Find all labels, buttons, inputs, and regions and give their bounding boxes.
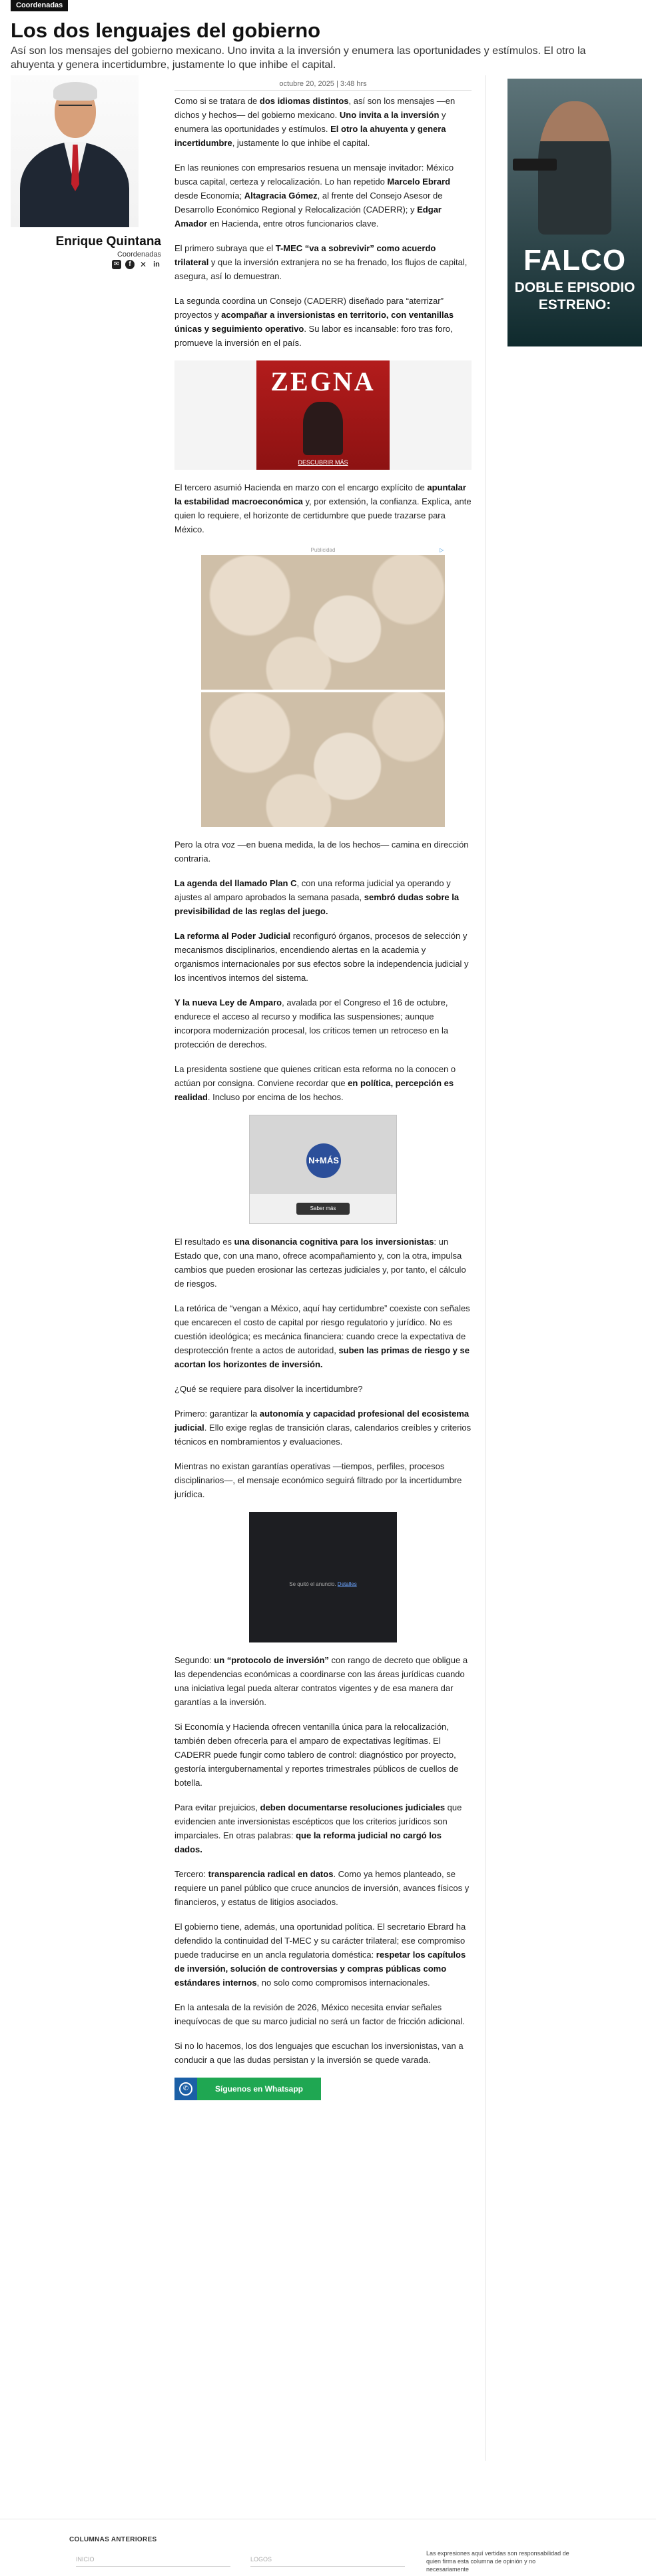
ad-zegna-cta[interactable]: DESCUBRIR MÁS bbox=[298, 459, 348, 466]
ad-nmas[interactable] bbox=[174, 1115, 472, 1224]
ad-falco-line2: ESTRENO: bbox=[538, 297, 611, 313]
ad-removed-message: Se quitó el anuncio. Detalles bbox=[289, 1581, 357, 1587]
ad-nmas-button[interactable]: Saber más bbox=[296, 1203, 350, 1215]
ad-choices-icon[interactable]: ▷ bbox=[440, 547, 444, 553]
paragraph: Tercero: transparencia radical en datos. Como ya hemos planteado, se requiere un panel público que cruce anuncios de inversión, avances físicos y financieros, y estatus de litigios asociados. bbox=[174, 1869, 470, 1907]
ad-falco[interactable] bbox=[507, 79, 642, 346]
ad-removed[interactable] bbox=[174, 1512, 472, 1642]
publish-date: octubre 20, 2025 | 3:48 hrs bbox=[279, 80, 367, 88]
previous-columns-filter[interactable]: LOGOS bbox=[250, 2553, 405, 2567]
paragraph: La retórica de “vengan a México, aquí hay certidumbre” coexiste con señales que encarecen el costo de capital por riesgo regulatorio y jurídico. No es cuestión ideológica; es mecánica financiera: cuando crece la expectativa de desprotección frente a actos de autoridad, suben las primas de riesgo y se acortan los horizontes de inversión. bbox=[174, 1303, 470, 1369]
paragraph: La presidenta sostiene que quienes critican esta reforma no la conocen o actúan por consigna. Conviene recordar que en política, percepción es realidad. Incluso por encima de los hechos. bbox=[174, 1064, 456, 1102]
paragraph: En la antesala de la revisión de 2026, México necesita enviar señales inequívocas de que su marco judicial no será un factor de fricción adicional. bbox=[174, 2002, 465, 2026]
section-tag[interactable]: Coordenadas bbox=[11, 0, 68, 11]
whatsapp-icon: ✆ bbox=[179, 2082, 192, 2096]
ad-removed-frame[interactable] bbox=[249, 1512, 397, 1642]
ad-zegna-model bbox=[303, 402, 343, 455]
author-photo[interactable] bbox=[11, 75, 139, 227]
whatsapp-label: Síguenos en Whatsapp bbox=[214, 2084, 303, 2094]
ad-nmas-logo: N+MÁS bbox=[306, 1143, 341, 1178]
mail-icon[interactable]: ✉ bbox=[112, 260, 121, 269]
paragraph: Primero: garantizar la autonomía y capacidad profesional del ecosistema judicial. Ello exige reglas de transición claras, calendarios creíbles y criterios técnicos en nombramientos y evaluaciones. bbox=[174, 1409, 472, 1447]
x-icon[interactable]: ✕ bbox=[139, 260, 147, 269]
paragraph: En las reuniones con empresarios resuena un mensaje invitador: México busca capital, certeza y relocalización. Lo han repetido Marcelo Ebrard desde Economía; Altagracia Gómez, al frente del Consejo Asesor de Desarrollo Económico Regional y Relocalización (CADERR); y Edgar Amador en Hacienda, entre otros funcionarios clave. bbox=[174, 163, 454, 229]
paragraph: El resultado es una disonancia cognitiva para los inversionistas: un Estado que, con una mano, ofrece acompañamiento y, con la otra, impulsa cambios que pueden erosionar las certezas judiciales y, por tanto, el cálculo de riesgos. bbox=[174, 1237, 466, 1289]
paragraph: Para evitar prejuicios, deben documentarse resoluciones judiciales que evidencien ante inversionistas escépticos que los criterios jurídicos son imparciales. En otras palabras: que la reforma judicial no cargó los dados. bbox=[174, 1802, 462, 1854]
headline: Los dos lenguajes del gobierno bbox=[11, 19, 321, 42]
paragraph: Mientras no existan garantías operativas —tiempos, perfiles, procesos disciplinarios—, el mensaje económico seguirá filtrado por la incertidumbre jurídica. bbox=[174, 1461, 462, 1499]
paragraph: Si no lo hacemos, los dos lenguajes que escuchan los inversionistas, van a conducir a que las dudas persistan y la inversión se quede varada. bbox=[174, 2041, 464, 2065]
paragraph: Y la nueva Ley de Amparo, avalada por el Congreso el 16 de octubre, endurece el acceso al recurso y modifica las suspensiones; aunque incorpora modernización procesal, los críticos temen un retroceso en la protección de derechos. bbox=[174, 997, 449, 1049]
ad-falco-title: FALCO bbox=[523, 244, 627, 277]
linkedin-icon[interactable]: in bbox=[152, 260, 161, 269]
paragraph: La segunda coordina un Consejo (CADERR) diseñado para “aterrizar” proyectos y acompañar a inversionistas en territorio, con ventanillas únicas y seguimiento operativo. Su labor es incansable: foro tras foro, promueve la inversión en el país. bbox=[174, 296, 454, 348]
dek: Así son los mensajes del gobierno mexicano. Uno invita a la inversión y enumera las oportunidades y estímulos. El otro la ahuyenta y genera incertidumbre, justamente lo que inhibe el capital. bbox=[11, 45, 586, 71]
article-body bbox=[174, 94, 472, 2100]
paragraph: La reforma al Poder Judicial reconfiguró órganos, procesos de selección y mecanismos disciplinarios, encendiendo alertas en la academia y organismos internacionales por sus efectos sobre la independencia judicial y los incentivos internos del sistema. bbox=[174, 931, 469, 983]
ad-zegna[interactable] bbox=[174, 360, 472, 470]
author-social bbox=[100, 260, 161, 271]
whatsapp-follow-button[interactable] bbox=[174, 2078, 321, 2100]
ad-image-panel[interactable] bbox=[201, 692, 445, 827]
disclaimer: Las expresiones aquí vertidas son responsabilidad de quien firma esta columna de opinión y no necesariamente bbox=[426, 2550, 569, 2573]
paragraph: La agenda del llamado Plan C, con una reforma judicial ya operando y ajustes al amparo aprobados la semana pasada, sembró dudas sobre la previsibilidad de las reglas del juego. bbox=[174, 878, 460, 916]
paragraph: ¿Qué se requiere para disolver la incertidumbre? bbox=[174, 1384, 363, 1394]
ad-image-panel[interactable] bbox=[201, 555, 445, 690]
ad-details-link[interactable]: Detalles bbox=[337, 1581, 357, 1587]
ad-zegna-brand: ZEGNA bbox=[270, 366, 376, 396]
paragraph: El gobierno tiene, además, una oportunidad política. El secretario Ebrard ha defendido la continuidad del T-MEC y su carácter trilateral; ese compromiso puede traducirse en un ancla regulatoria doméstica: respetar los capítulos de inversión, solución de controversias y compras públicas como estándares internos, no solo como compromisos internacionales. bbox=[174, 1922, 466, 1988]
facebook-icon[interactable]: f bbox=[125, 260, 135, 269]
paragraph: Como si se tratara de dos idiomas distintos, así son los mensajes —en dichos y hechos— del gobierno mexicano. Uno invita a la inversión y enumera las oportunidades y estímulos. El otro la ahuyenta y genera incertidumbre, justamente lo que inhibe el capital. bbox=[174, 96, 456, 148]
ad-nmas-frame[interactable] bbox=[249, 1115, 397, 1224]
paragraph: Pero la otra voz —en buena medida, la de los hechos— camina en dirección contraria. bbox=[174, 840, 469, 864]
paragraph: Si Economía y Hacienda ofrecen ventanilla única para la relocalización, también deben ofrecerla para el amparo de expectativas legítimas. El CADERR puede fungir como tablero de control: diagnóstico por proyecto, gestoría intergubernamental y reportes trimestrales públicos de cuellos de botella. bbox=[174, 1722, 459, 1788]
paragraph: El tercero asumió Hacienda en marzo con el encargo explícito de apuntalar la estabilidad macroeconómica y, por extensión, la confianza. Explica, ante quien lo requiere, el horizonte de certidumbre que puede trazarse para México. bbox=[174, 482, 472, 534]
author-name[interactable]: Enrique Quintana bbox=[55, 235, 161, 249]
paragraph: El primero subraya que el T-MEC “va a sobrevivir” como acuerdo trilateral y que la inversión extranjera no se ha frenado, los flujos de capital, asegura, así lo demuestran. bbox=[174, 243, 468, 281]
ad-label: Publicidad bbox=[310, 547, 336, 553]
previous-columns-title: COLUMNAS ANTERIORES bbox=[69, 2536, 157, 2543]
ad-publicidad[interactable] bbox=[174, 547, 472, 827]
paragraph: Segundo: un “protocolo de inversión” con rango de decreto que obligue a las dependencias económicas a coordinarse con las áreas jurídicas cuando una iniciativa legal pueda alterar contratos vigentes y de esa manera dar garantías a la inversión. bbox=[174, 1655, 468, 1707]
date-divider bbox=[174, 90, 472, 91]
previous-columns-filter[interactable]: INICIO bbox=[76, 2553, 230, 2567]
author-role: Coordenadas bbox=[117, 251, 161, 259]
ad-falco-line1: DOBLE EPISODIO bbox=[514, 280, 635, 295]
ad-zegna-creative[interactable] bbox=[256, 360, 390, 470]
ad-falco-pistol bbox=[513, 159, 557, 171]
